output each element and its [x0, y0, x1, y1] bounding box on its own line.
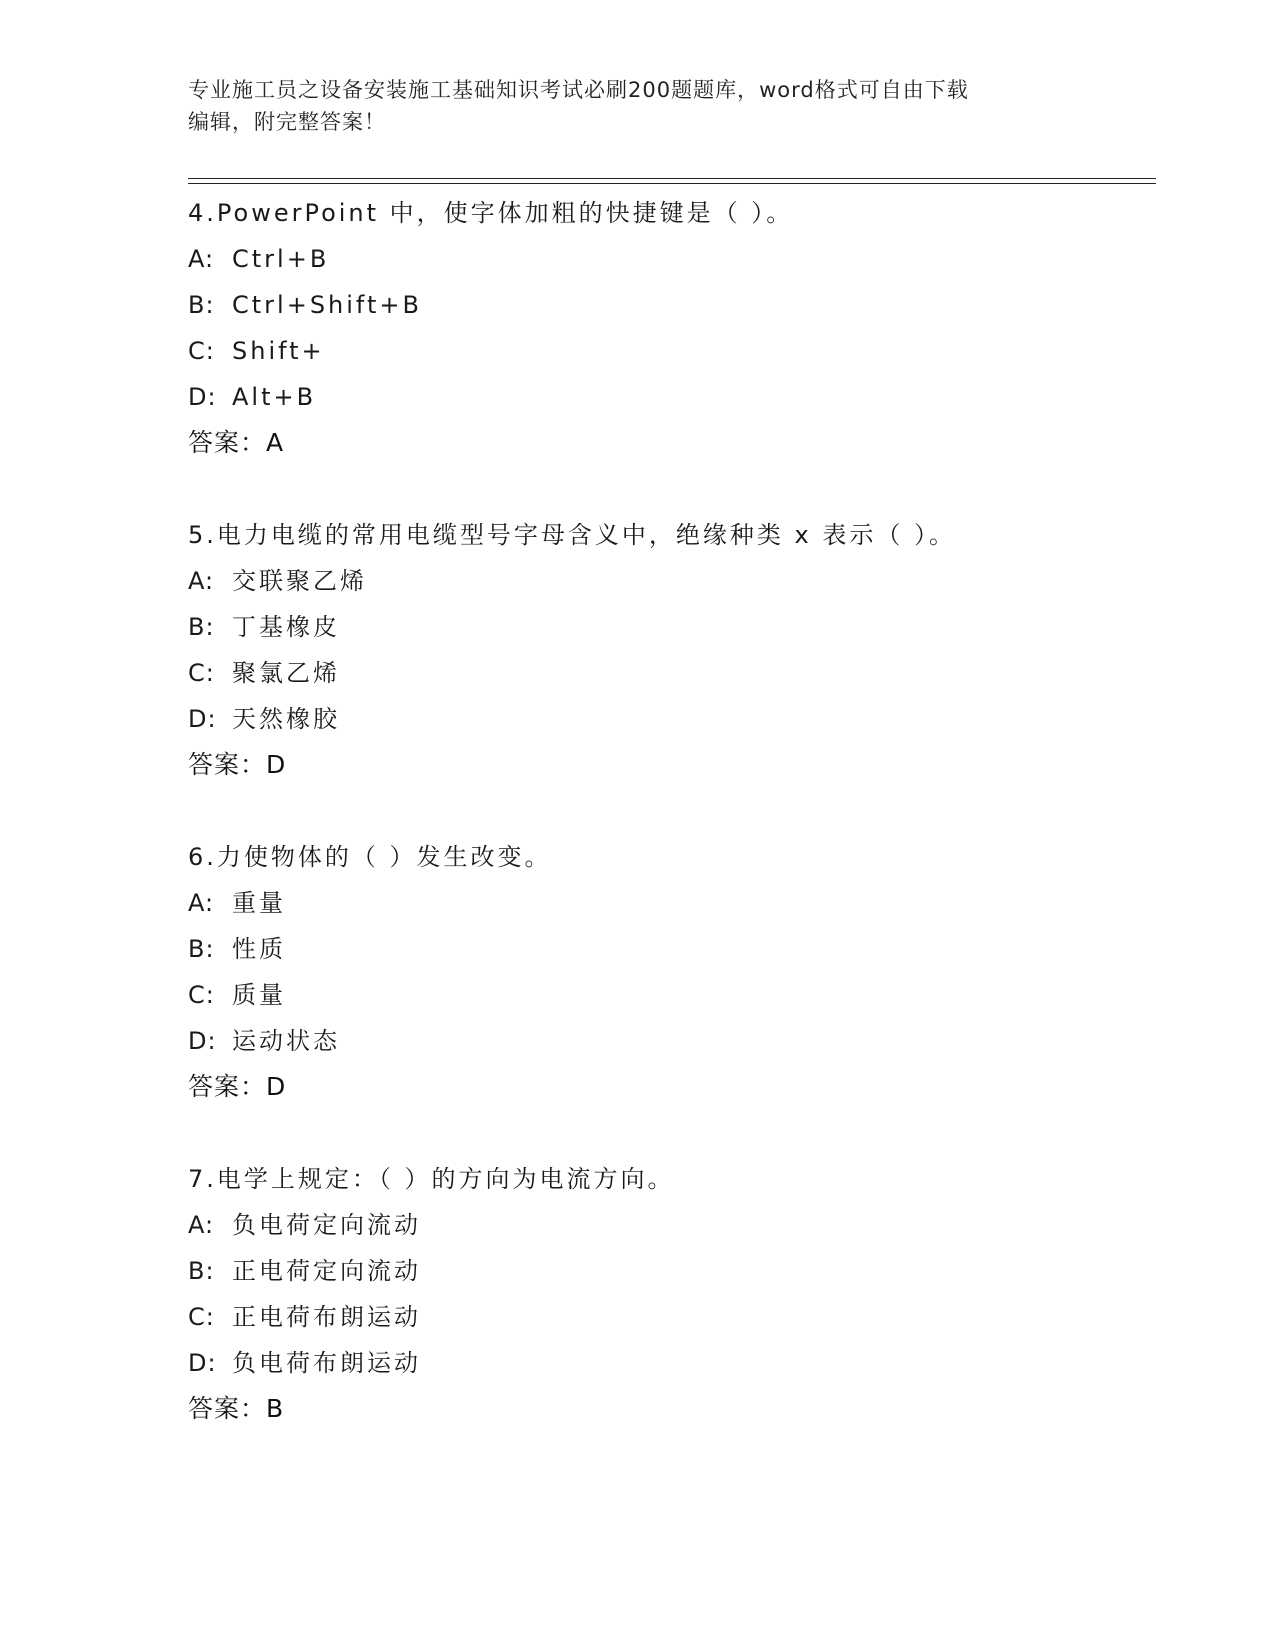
option-c	[188, 1294, 1148, 1340]
option-text: 丁基橡皮	[232, 613, 340, 641]
option-text: 聚氯乙烯	[232, 659, 340, 687]
option-key: B:	[188, 613, 215, 641]
option-text: Alt+B	[232, 383, 317, 411]
option-text: 性质	[232, 935, 286, 963]
option-text: 质量	[232, 981, 286, 1009]
option-c	[188, 972, 1148, 1018]
question-4	[188, 190, 1148, 466]
question-stem: 5.电力电缆的常用电缆型号字母含义中，绝缘种类 x 表示（ ）。	[188, 521, 956, 549]
option-text: Ctrl+B	[232, 245, 330, 273]
question-list	[188, 190, 1148, 1478]
question-stem: 6.力使物体的（ ）发生改变。	[188, 843, 552, 871]
option-text: 正电荷布朗运动	[232, 1303, 421, 1331]
option-a	[188, 1202, 1148, 1248]
option-text: Ctrl+Shift+B	[232, 291, 422, 319]
option-key: D:	[188, 383, 217, 411]
option-key: D:	[188, 705, 217, 733]
question-stem: 4.PowerPoint 中，使字体加粗的快捷键是（ ）。	[188, 199, 794, 227]
option-b	[188, 282, 1148, 328]
option-d	[188, 1340, 1148, 1386]
option-text: 负电荷定向流动	[232, 1211, 421, 1239]
option-key: B:	[188, 1257, 215, 1285]
option-a	[188, 236, 1148, 282]
option-d	[188, 1018, 1148, 1064]
answer-line: 答案：A	[188, 428, 285, 457]
option-key: A:	[188, 567, 215, 595]
option-b	[188, 926, 1148, 972]
document-header	[188, 74, 1068, 138]
option-key: B:	[188, 935, 215, 963]
option-a	[188, 558, 1148, 604]
option-text: 天然橡胶	[232, 705, 340, 733]
option-a	[188, 880, 1148, 926]
option-key: C:	[188, 659, 215, 687]
option-key: A:	[188, 889, 215, 917]
header-line-2: 编辑，附完整答案！	[188, 110, 386, 134]
option-c	[188, 328, 1148, 374]
option-key: D:	[188, 1027, 217, 1055]
option-c	[188, 650, 1148, 696]
header-divider-top	[188, 178, 1156, 179]
option-d	[188, 696, 1148, 742]
option-b	[188, 1248, 1148, 1294]
option-key: A:	[188, 245, 215, 273]
option-text: 负电荷布朗运动	[232, 1349, 421, 1377]
option-b	[188, 604, 1148, 650]
option-key: A:	[188, 1211, 215, 1239]
answer-line: 答案：D	[188, 1072, 287, 1101]
question-stem: 7.电学上规定：（ ）的方向为电流方向。	[188, 1165, 675, 1193]
option-text: 重量	[232, 889, 286, 917]
option-key: C:	[188, 1303, 215, 1331]
option-text: 运动状态	[232, 1027, 340, 1055]
option-d	[188, 374, 1148, 420]
header-divider-bottom	[188, 183, 1156, 184]
option-text: 交联聚乙烯	[232, 567, 367, 595]
question-5	[188, 512, 1148, 788]
question-7	[188, 1156, 1148, 1432]
option-key: D:	[188, 1349, 217, 1377]
option-text: Shift+	[232, 337, 325, 365]
question-6	[188, 834, 1148, 1110]
answer-line: 答案：B	[188, 1394, 285, 1423]
answer-line: 答案：D	[188, 750, 287, 779]
header-line-1: 专业施工员之设备安装施工基础知识考试必刷200题题库，word格式可自由下载	[188, 78, 969, 102]
option-key: C:	[188, 981, 215, 1009]
option-text: 正电荷定向流动	[232, 1257, 421, 1285]
option-key: C:	[188, 337, 215, 365]
option-key: B:	[188, 291, 215, 319]
